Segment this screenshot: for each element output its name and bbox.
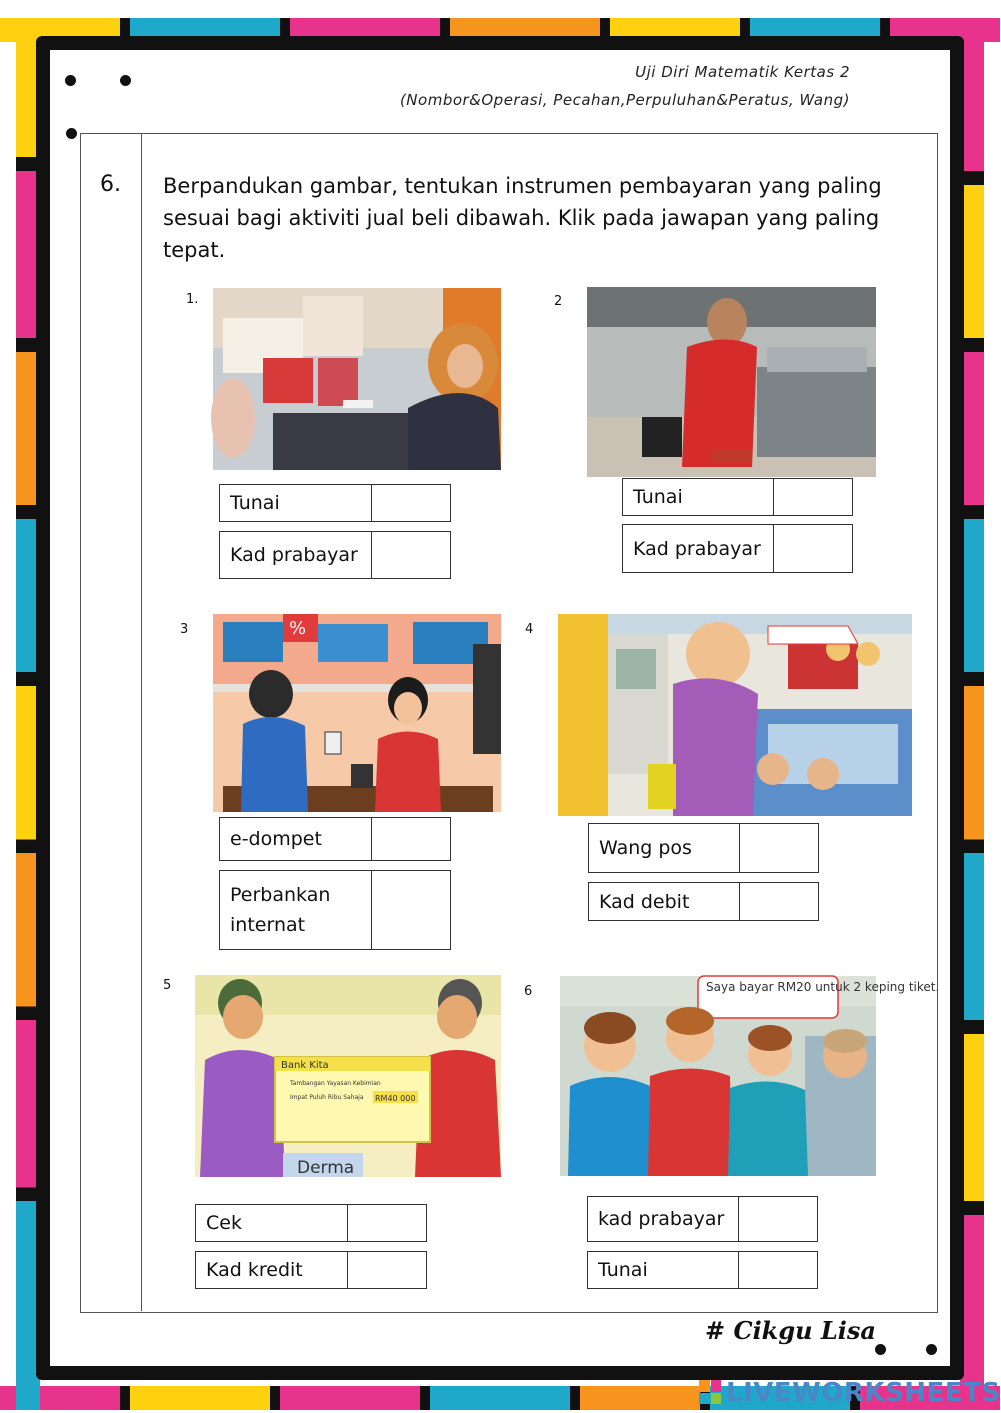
item-number: 6	[524, 984, 533, 999]
question-text: Berpandukan gambar, tentukan instrumen pembayaran yang paling sesuai bagi aktiviti jual beli dibawah. Klik pada jawapan yang paling tepat.	[163, 174, 882, 262]
option-label: Kad prabayar	[623, 525, 774, 572]
corner-dot	[66, 128, 77, 139]
cheque-amount: RM40 000	[375, 1094, 416, 1103]
answer-option[interactable]	[219, 817, 451, 861]
corner-dot	[120, 75, 131, 86]
option-label: Wang pos	[589, 824, 740, 872]
answer-checkbox[interactable]	[739, 1252, 817, 1288]
answer-checkbox[interactable]	[740, 883, 818, 920]
corner-dot	[875, 1344, 886, 1355]
answer-checkbox[interactable]	[372, 871, 450, 949]
illustration-cheque-donation	[195, 975, 501, 1177]
item-number: 3	[180, 622, 189, 637]
photo-train-station-gate	[587, 287, 876, 477]
header-subtitle: (Nombor&Operasi, Pecahan,Perpuluhan&Peratus, Wang)	[399, 91, 850, 109]
answer-option[interactable]	[195, 1251, 427, 1289]
option-label: Tunai	[220, 485, 372, 521]
answer-checkbox[interactable]	[372, 532, 450, 578]
illustration-petrol-station	[558, 614, 912, 816]
option-label: kad prabayar	[588, 1197, 739, 1241]
corner-dot	[926, 1344, 937, 1355]
option-label: e-dompet	[220, 818, 372, 860]
speech-bubble-text: Saya bayar RM20 untuk 2 keping tiket.	[706, 980, 940, 994]
author-signature: # Cikgu Lisa	[705, 1316, 876, 1345]
liveworksheets-logo-icon	[699, 1380, 721, 1404]
answer-option[interactable]	[622, 478, 853, 516]
picture-caption: Derma	[297, 1158, 355, 1178]
illustration-electronics-shop-ewallet	[213, 614, 501, 812]
answer-option[interactable]	[622, 524, 853, 573]
answer-option[interactable]	[588, 882, 819, 921]
answer-checkbox[interactable]	[739, 1197, 817, 1241]
option-label: Perbankan internat	[220, 871, 372, 949]
option-label: Tunai	[623, 479, 774, 515]
header-title: Uji Diri Matematik Kertas 2	[635, 63, 850, 81]
option-label: Cek	[196, 1205, 348, 1241]
answer-checkbox[interactable]	[774, 525, 852, 572]
option-label: Tunai	[588, 1252, 739, 1288]
liveworksheets-watermark: LIVEWORKSHEETS	[726, 1378, 1001, 1408]
illustration-ticket-counter	[560, 976, 940, 1176]
question-number: 6.	[100, 172, 121, 197]
cheque-bank-name: Bank Kita	[281, 1060, 329, 1071]
option-label: Kad debit	[589, 883, 740, 920]
answer-checkbox[interactable]	[740, 824, 818, 872]
svg-text:%: %	[289, 618, 307, 639]
item-number: 5	[163, 978, 172, 993]
answer-option[interactable]	[219, 531, 451, 579]
answer-checkbox[interactable]	[372, 818, 450, 860]
answer-option[interactable]	[587, 1196, 818, 1242]
photo-shop-counter-payment	[213, 288, 501, 470]
option-label: Kad prabayar	[220, 532, 372, 578]
answer-option[interactable]	[588, 823, 819, 873]
answer-option[interactable]	[195, 1204, 427, 1242]
answer-checkbox[interactable]	[774, 479, 852, 515]
answer-option[interactable]	[219, 484, 451, 522]
answer-checkbox[interactable]	[372, 485, 450, 521]
answer-checkbox[interactable]	[348, 1205, 426, 1241]
answer-option[interactable]	[587, 1251, 818, 1289]
answer-option[interactable]	[219, 870, 451, 950]
cheque-words: Impat Puluh Ribu Sahaja	[290, 1094, 364, 1101]
cheque-payee: Tambangan Yayasan Kebimian	[290, 1080, 381, 1087]
question-divider	[141, 133, 142, 1311]
item-number: 1.	[186, 292, 199, 307]
item-number: 4	[525, 622, 534, 637]
item-number: 2	[554, 294, 563, 309]
corner-dot	[65, 75, 76, 86]
answer-checkbox[interactable]	[348, 1252, 426, 1288]
option-label: Kad kredit	[196, 1252, 348, 1288]
